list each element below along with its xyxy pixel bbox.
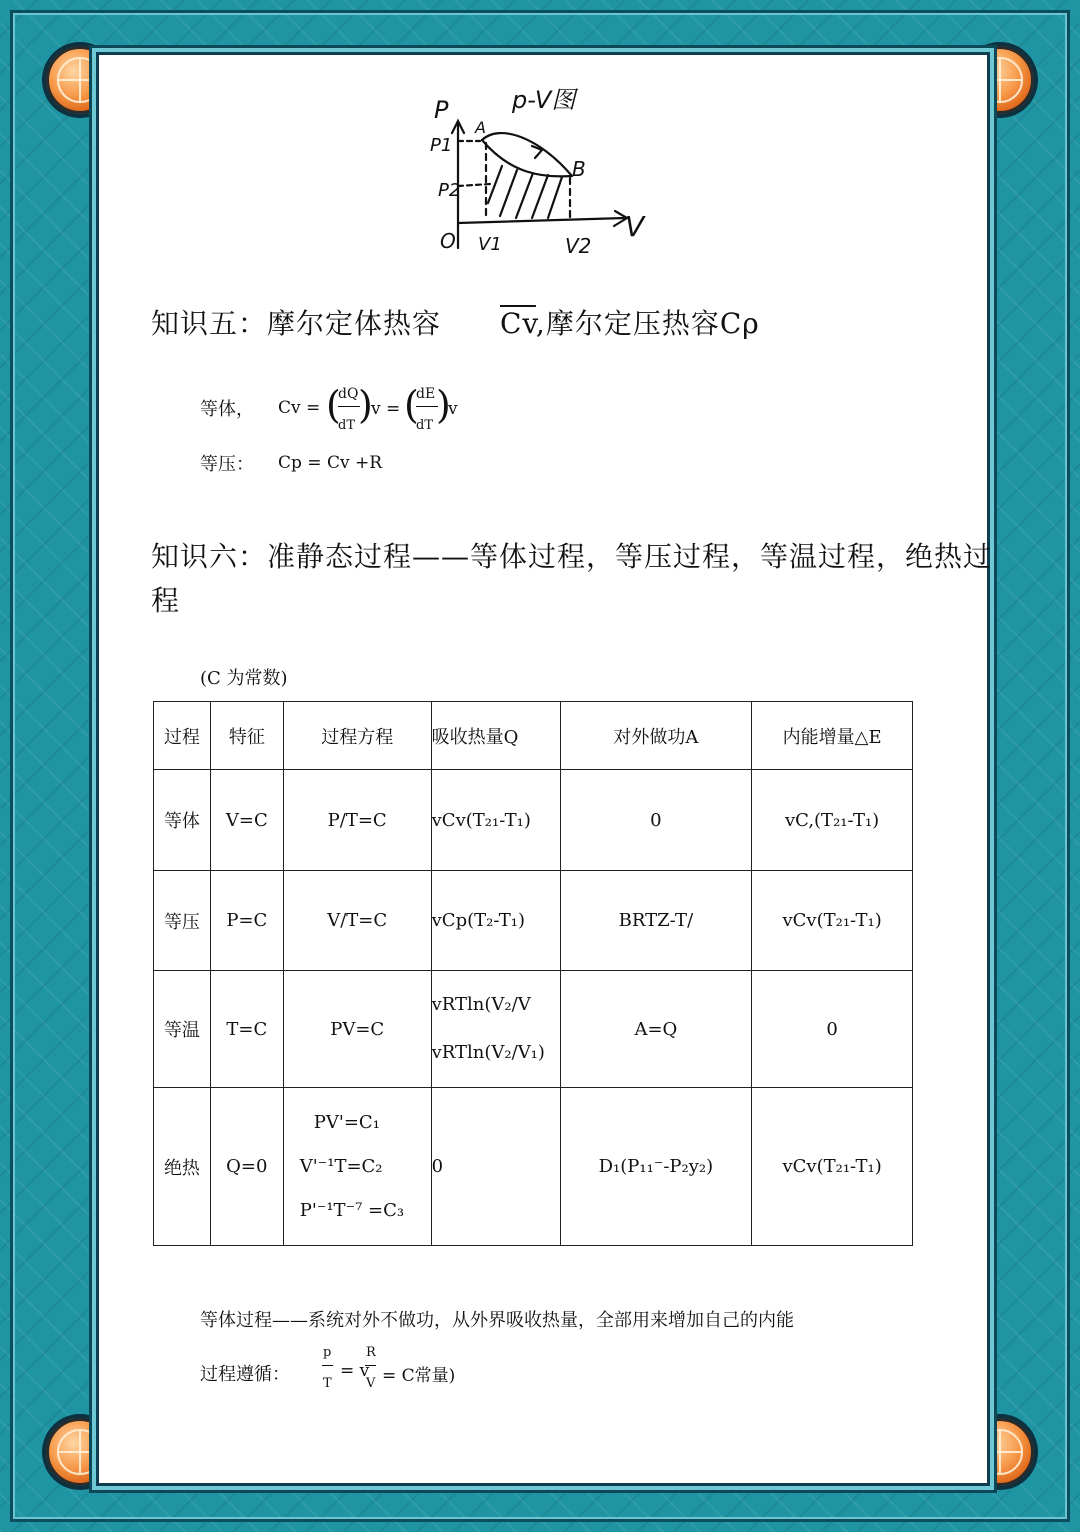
process-table <box>153 701 913 1246</box>
header-feature: 特征 <box>210 702 283 770</box>
section5-heading-right: $\overline{Cv}$,摩尔定压热容Cρ <box>500 307 760 340</box>
header-equation: 过程方程 <box>283 702 431 770</box>
section5-heading: 知识五：摩尔定体热容 <box>151 307 442 340</box>
header-process: 过程 <box>154 702 211 770</box>
pv-v1: V1 <box>478 234 502 255</box>
isochoric-formula: Cv = ( dQ dT ) v = ( dE dT ) v <box>278 383 458 433</box>
pv-point-b: B <box>572 157 586 181</box>
table-row: 等体 V=C P/T=C vCv(T₂₁-T₁) 0 vC,(T₂₁-T₁) <box>154 770 913 871</box>
table-row: 等温 T=C PV=C vRTln(V₂/V vRTln(V₂/V₁) A=Q 0 <box>154 971 913 1088</box>
pv-v2: V2 <box>565 234 592 258</box>
section6-heading-line1: 知识六：准静态过程——等体过程，等压过程，等温过程，绝热过 <box>151 540 993 573</box>
section6-heading-line2: 程 <box>151 584 181 617</box>
table-row: 等压 P=C V/T=C vCp(T₂-T₁) BRTZ-T/ vCv(T₂₁-T₁) <box>154 871 913 971</box>
isobaric-formula: Cp = Cv +R <box>278 453 383 473</box>
cv-overline: $\overline{Cv}$ <box>500 307 536 340</box>
table-row: 绝热 Q=0 PV'=C₁ V'⁻¹T=C₂ P'⁻¹T⁻⁷ =C₃ 0 D₁(P₁₁⁻-P₂y₂) vCv(T₂₁-T₁) <box>154 1088 913 1246</box>
constant-note: (C 为常数) <box>200 668 288 689</box>
isochoric-label: 等体， <box>200 399 254 420</box>
pv-title: p-V图 <box>512 86 576 114</box>
table-header-row <box>154 702 913 770</box>
header-work: 对外做功A <box>560 702 752 770</box>
pv-point-a: A <box>475 118 486 137</box>
isobaric-label: 等压： <box>200 454 254 475</box>
isochoric-description: 等体过程——系统对外不做功，从外界吸收热量，全部用来增加自己的内能 <box>200 1310 794 1331</box>
pv-p1: P1 <box>430 135 453 156</box>
pv-axis-y: P <box>434 96 449 124</box>
header-energy: 内能增量△E <box>752 702 913 770</box>
pv-diagram <box>420 78 660 263</box>
pv-axis-x: V <box>625 210 645 243</box>
follows-label: 过程遵循： <box>200 1364 290 1385</box>
pv-p2: P2 <box>438 180 461 201</box>
follows-formula: p T = v R V = C常量) <box>323 1345 456 1391</box>
pv-origin: O <box>440 229 456 253</box>
header-heat: 吸收热量Q <box>431 702 560 770</box>
